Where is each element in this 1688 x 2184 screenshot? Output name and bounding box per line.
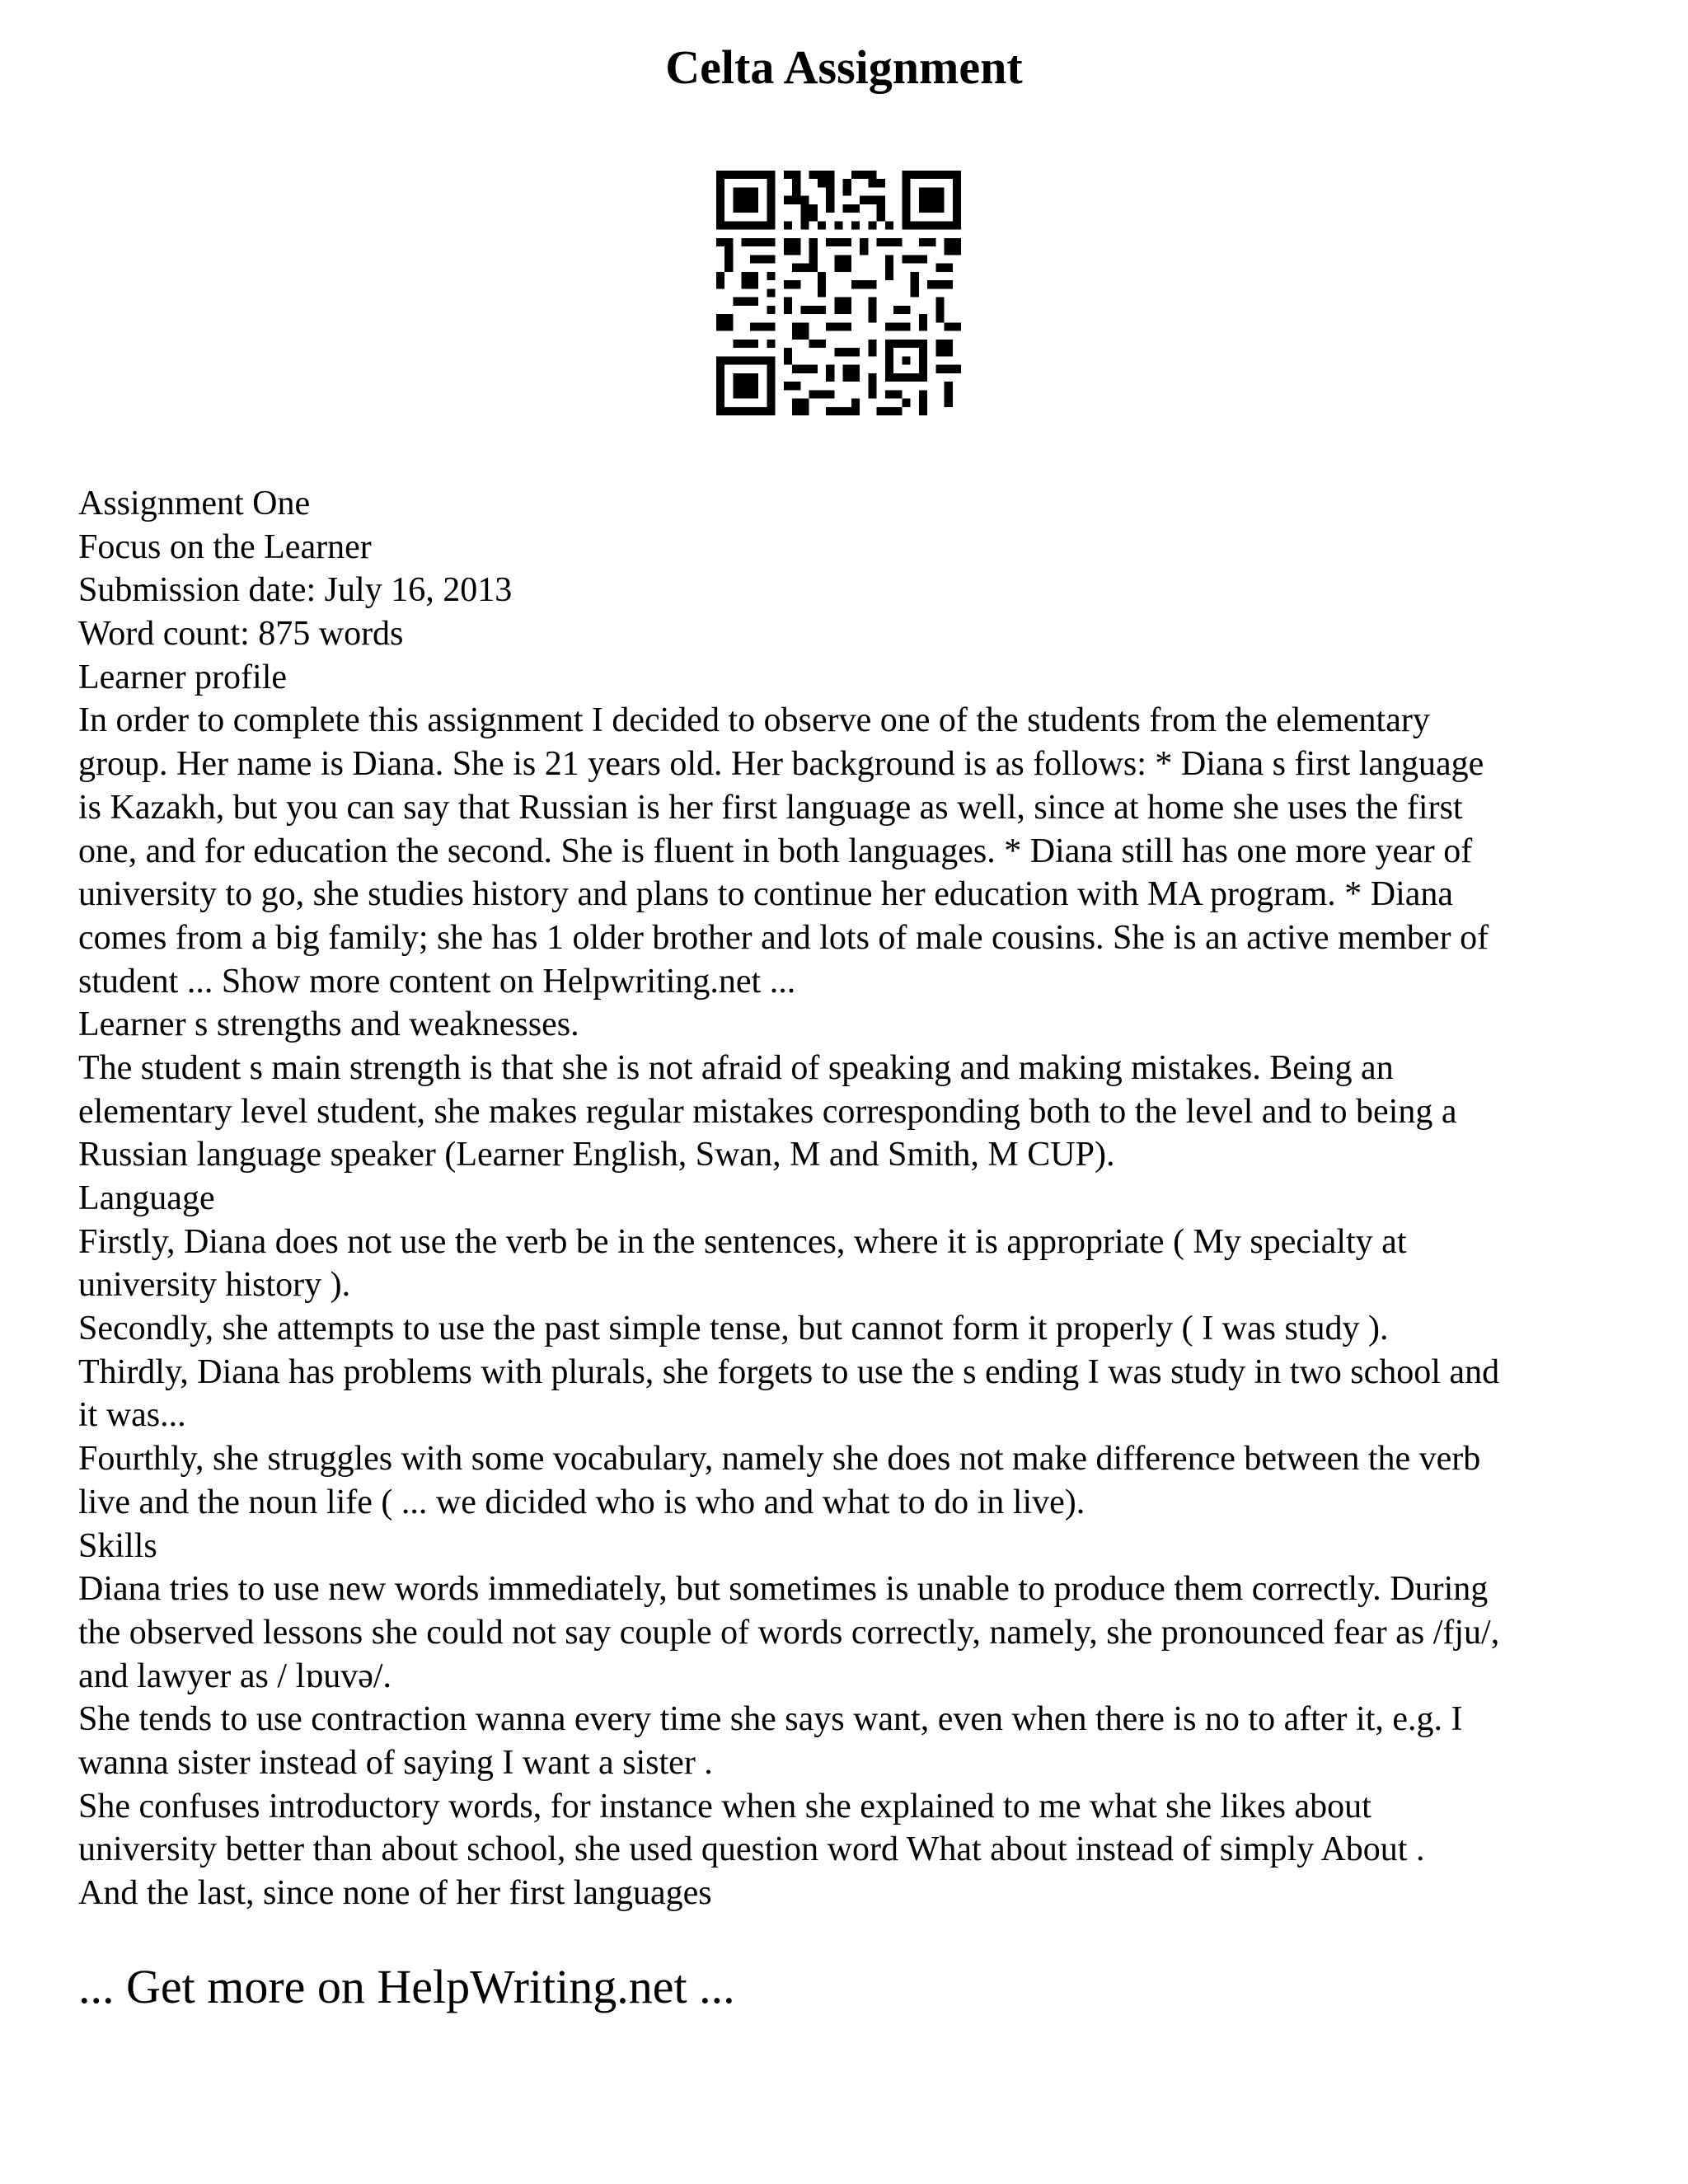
- text-line: Assignment One: [78, 485, 311, 523]
- text-line: student ... Show more content on Helpwriting.net ...: [78, 962, 796, 1001]
- text-line: group. Her name is Diana. She is 21 years old. Her background is as follows: * Diana s first language: [78, 745, 1484, 784]
- text-line: Language: [78, 1179, 215, 1217]
- text-line: the observed lessons she could not say couple of words correctly, namely, she pronounced fear as /fju/,: [78, 1613, 1500, 1652]
- text-line: She confuses introductory words, for instance when she explained to me what she likes about: [78, 1787, 1372, 1825]
- text-line: Secondly, she attempts to use the past simple tense, but cannot form it properly ( I was study ).: [78, 1310, 1389, 1348]
- text-line: Skills: [78, 1526, 157, 1565]
- text-line: Thirdly, Diana has problems with plurals, she forgets to use the s ending I was study in two school and: [78, 1352, 1500, 1391]
- text-line: And the last, since none of her first languages: [78, 1874, 712, 1912]
- text-line: Submission date: July 16, 2013: [78, 571, 513, 610]
- text-line: In order to complete this assignment I decided to observe one of the students from the elementary: [78, 701, 1430, 740]
- text-line: is Kazakh, but you can say that Russian is her first language as well, since at home she uses the first: [78, 788, 1463, 827]
- text-line: comes from a big family; she has 1 older brother and lots of male cousins. She is an active member of: [78, 918, 1489, 957]
- text-line: Diana tries to use new words immediately, but sometimes is unable to produce them correctly. During: [78, 1570, 1489, 1609]
- text-line: Focus on the Learner: [78, 527, 372, 566]
- text-line: university history ).: [78, 1266, 351, 1305]
- text-line: university to go, she studies history and plans to continue her education with MA program. * Diana: [78, 875, 1454, 914]
- text-line: it was...: [78, 1396, 186, 1435]
- text-line: She tends to use contraction wanna every time she says want, even when there is no to after it, e.g. I: [78, 1700, 1463, 1739]
- text-line: Firstly, Diana does not use the verb be in the sentences, where it is appropriate ( My specialty at: [78, 1222, 1407, 1261]
- text-line: Russian language speaker (Learner English, Swan, M and Smith, M CUP).: [78, 1136, 1115, 1174]
- text-line: Word count: 875 words: [78, 615, 404, 654]
- text-line: and lawyer as / lɒuvə/.: [78, 1657, 392, 1695]
- text-line: university better than about school, she used question word What about instead of simply About .: [78, 1830, 1425, 1869]
- text-line: wanna sister instead of saying I want a sister .: [78, 1743, 713, 1782]
- text-line: The student s main strength is that she is not afraid of speaking and making mistakes. Being an: [78, 1048, 1394, 1087]
- text-line: Learner s strengths and weaknesses.: [78, 1005, 579, 1044]
- text-line: one, and for education the second. She is fluent in both languages. * Diana still has one more year of: [78, 832, 1473, 870]
- text-line: live and the noun life ( ... we dicided who is who and what to do in live).: [78, 1483, 1085, 1521]
- page-title: Celta Assignment: [665, 40, 1023, 94]
- text-line: elementary level student, she makes regular mistakes corresponding both to the level and to being a: [78, 1092, 1457, 1131]
- qr-code-icon: [716, 171, 961, 415]
- text-line: Learner profile: [78, 658, 288, 696]
- footer-link[interactable]: ... Get more on HelpWriting.net ...: [78, 1960, 735, 2013]
- assignment-body: [78, 482, 1628, 1915]
- text-line: Fourthly, she struggles with some vocabulary, namely she does not make difference between the verb: [78, 1440, 1481, 1479]
